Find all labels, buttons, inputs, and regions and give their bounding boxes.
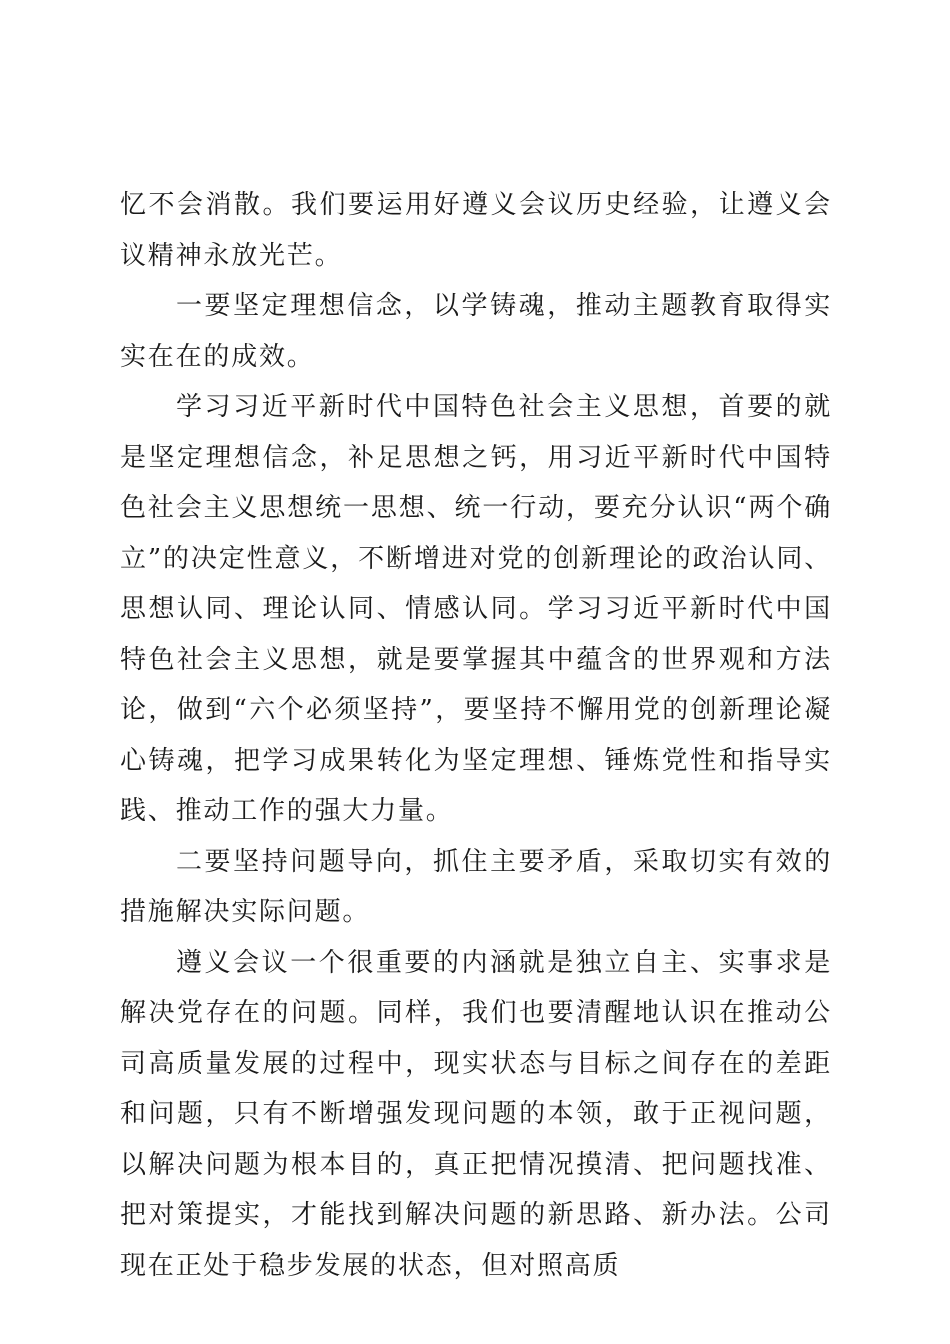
paragraph-point-one-body: 学习习近平新时代中国特色社会主义思想，首要的就是坚定理想信念，补足思想之钙，用习近平新时代中国特色社会主义思想统一思想、统一行动，要充分认识“两个确立”的决定性意义，不断增进对党的创新理论的政治认同、思想认同、理论认同、情感认同。学习习近平新时代中国特色社会主义思想，就是要掌握其中蕴含的世界观和方法论，做到“六个必须坚持”，要坚持不懈用党的创新理论凝心铸魂，把学习成果转化为坚定理想、锤炼党性和指导实践、推动工作的强大力量。: [120, 392, 832, 826]
document-body: [120, 180, 832, 1291]
paragraph-point-two-body: 遵义会议一个很重要的内涵就是独立自主、实事求是解决党存在的问题。同样，我们也要清醒地认识在推动公司高质量发展的过程中，现实状态与目标之间存在的差距和问题，只有不断增强发现问题的本领，敢于正视问题，以解决问题为根本目的，真正把情况摸清、把问题找准、把对策提实，才能找到解决问题的新思路、新办法。公司现在正处于稳步发展的状态，但对照高质: [120, 947, 832, 1281]
paragraph-continuation: 忆不会消散。我们要运用好遵义会议历史经验，让遵义会议精神永放光芒。: [120, 190, 832, 271]
paragraph-point-one-heading: 一要坚定理想信念，以学铸魂，推动主题教育取得实实在在的成效。: [120, 291, 832, 372]
paragraph-point-two-heading: 二要坚持问题导向，抓住主要矛盾，采取切实有效的措施解决实际问题。: [120, 846, 832, 927]
